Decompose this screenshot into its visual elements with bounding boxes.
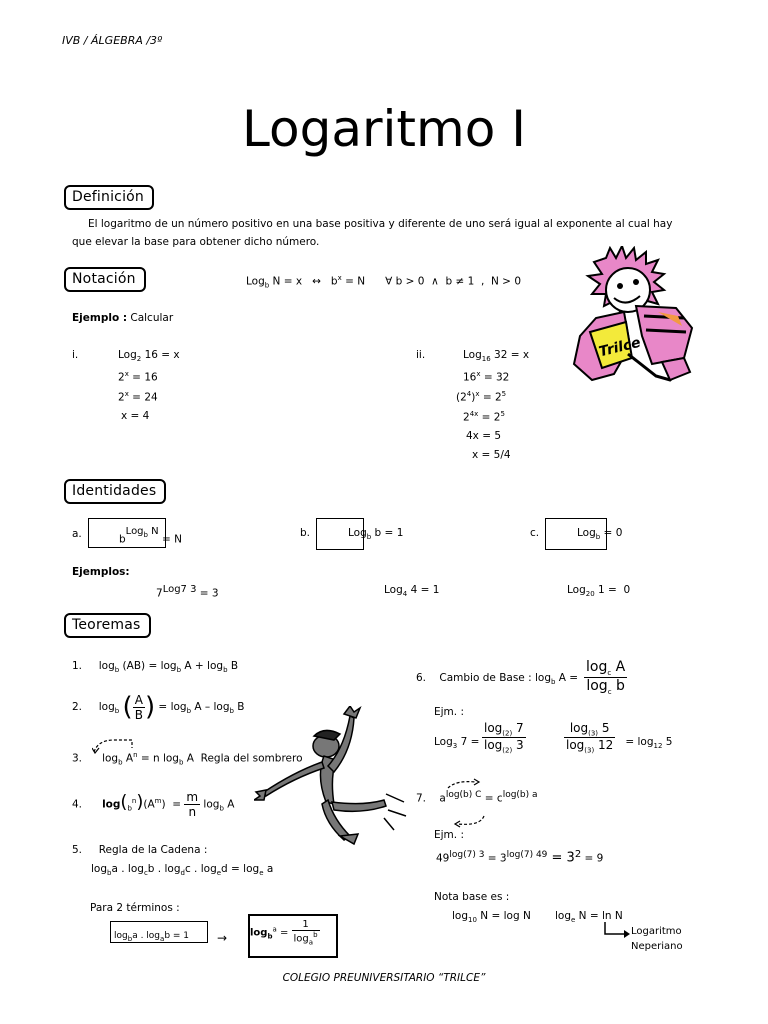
theorem-5: 5. Regla de la Cadena : [72,844,208,856]
swap-arrow-bottom-icon [448,814,488,828]
example-i-line2: $2^x = 16$ [118,370,158,384]
example-ii-line6: x = 5/4 [472,449,511,461]
page-header: IVB / ÁLGEBRA /3º [62,34,163,47]
example-identity-2: Log$_4$ 4 = 1 [384,584,440,599]
example-identity-3: Log$_{20}$ 1 = 0 [567,584,631,599]
theorem-4: 4. $\log(_b^n)(A^m)$ = $\frac{m}{n}$ $\log_b A$ [72,790,235,819]
two-terms-formula-2: $\log_b^a$ = $\frac{1}{\log_a^b}$ [250,919,318,947]
example-i-line1: Log$_2$ 16 = x [118,349,180,364]
example-ii-line2: $16^x = 32$ [463,370,510,384]
theorem-6-example: Log$_3$ 7 = [434,736,483,751]
section-notacion: Notación [64,267,146,292]
theorem-7-example-label: Ejm. : [434,829,464,841]
theorem-6-example-result: = $\log_{12} 5$ [622,736,673,751]
section-identidades: Identidades [64,479,166,504]
theorem-6-fraction: $\frac{\log_c A}{\log_c b}$ [586,659,626,696]
examples-label: Ejemplos: [72,566,130,578]
page-footer: COLEGIO PREUNIVERSITARIO “TRILCE” [282,972,486,984]
stick-figure-image [254,706,414,846]
trilce-mascot-image [566,246,700,386]
example-ii-line5: 4x = 5 [466,430,502,442]
page-title: Logaritmo I [242,100,526,158]
section-definicion: Definición [64,185,154,210]
section-teoremas: Teoremas [64,613,151,638]
example-ii-number: ii. [416,349,426,361]
theorem-6-example-fraction-2: $\frac{\log_{(3)} 5}{\log_{(3)} 12}$ [566,721,614,755]
swap-arrow-top-icon [446,778,486,790]
example-i-line3: $2^x = 24$ [118,390,158,404]
bracket-arrow-icon [602,922,632,938]
identity-a-label: a. [72,528,82,540]
example-i-line4: x = 4 [121,410,150,422]
base-note-log10: $\log_{10} N = \log N$ [452,910,531,925]
theorem-1: 1. $\log_b (AB) = \log_b A + \log_b B$ [72,660,239,675]
notation-formula: Log$_b$ N = x ↔ $b^x = N$ ∀ b > 0 ∧ b ≠ 1 , N > 0 [246,274,521,290]
example-ii-line1: Log$_{16}$ 32 = x [463,349,530,364]
two-terms-formula-1: $\log_ba$ . $\log_ab = 1$ [114,931,190,943]
definition-text-1: El logaritmo de un número positivo en una base positiva y diferente de uno será igual al exponente al cual hay [88,218,673,230]
theorem-3: 3. $\log_b A^n = n$ $\log_b A$ Regla del sombrero [72,751,303,767]
example-i-number: i. [72,349,79,361]
identity-c-label: c. [530,527,540,539]
base-note-ln: $\log_e N = \ln N$ [555,910,623,925]
neperian-log-label-2: Neperiano [631,941,683,952]
neperian-log-label-1: Logaritmo [631,926,682,937]
theorem-6-example-label: Ejm. : [434,706,464,718]
theorem-6-example-fraction-1: $\frac{\log_{(2)} 7}{\log_{(2)} 3}$ [484,721,524,755]
example-label: Ejemplo : Calcular [72,312,174,324]
identity-a-formula: $b^{Log_b N} = N$ [119,526,182,546]
two-terms-label: Para 2 términos : [90,902,180,914]
theorem-5-chain-rule: $\log_ba$ . $\log_cb$ . $\log_dc$ . $\log_ed = \log_e a$ [91,863,274,878]
two-terms-arrow: → [217,931,228,945]
example-ii-line3: $(2^4)^x = 2^5$ [456,390,507,404]
identity-c-formula: Log$_b$ = 0 [577,527,623,542]
example-ii-line4: $2^{4x} = 2^5$ [463,410,505,424]
theorem-7: 7. $a^{log(b) C} = c^{log(b) a}$ [416,790,538,805]
theorem-6: 6. Cambio de Base : $\log_b A$ = [416,672,582,687]
definition-text-2: que elevar la base para obtener dicho número. [72,236,320,248]
identity-b-formula: Log$_b$ b = 1 [348,527,404,542]
theorem-7-example: $49^{log(7) 3} = 3^{log(7) 49} = 3^2 = 9$ [436,849,604,866]
trilce-logo-text: Trilce [597,334,643,361]
base-note-label: Nota base es : [434,891,510,903]
example-identity-1: $7^{Log7 3} = 3$ [156,584,219,600]
identity-b-label: b. [300,527,311,539]
theorem-2: 2. $\log_b$ ( $\frac{A}{B}$ ) = $\log_b A - \log_b B$ [72,692,245,722]
